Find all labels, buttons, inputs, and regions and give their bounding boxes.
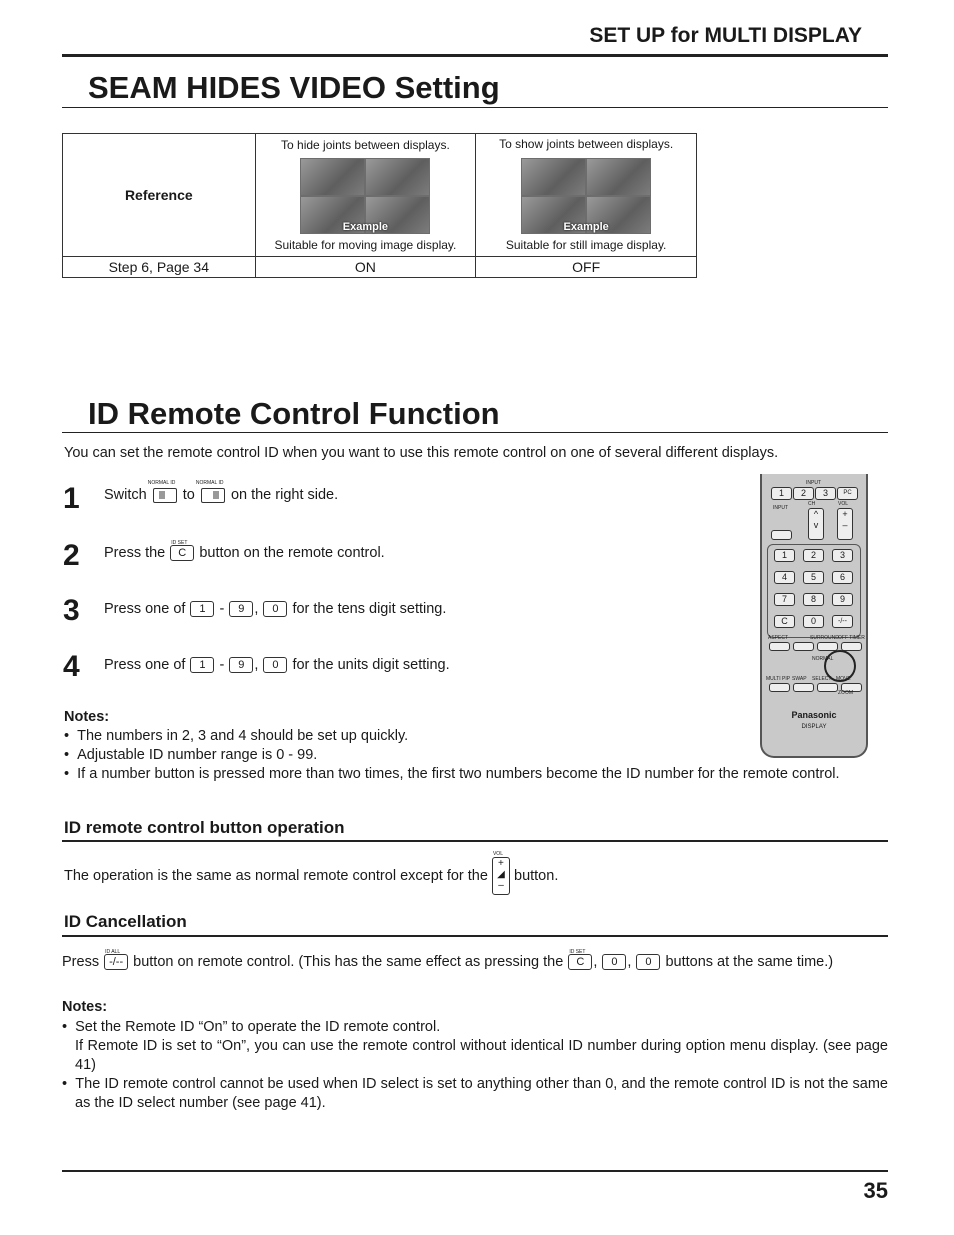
off-caption-bottom: Suitable for still image display. [505, 238, 667, 252]
vol-key-icon: VOL + ◢ – [492, 857, 510, 895]
seam-title: SEAM HIDES VIDEO Setting [88, 70, 500, 105]
off-caption-top: To show joints between displays. [499, 137, 674, 151]
key-0-icon: 0 [602, 954, 626, 970]
id-set-c-key-icon: ID SET C [170, 545, 194, 561]
id-set-c-key-icon: ID SET C [568, 954, 592, 970]
section-title: SET UP for MULTI DISPLAY [589, 24, 862, 47]
normal-id-switch-icon: NORMAL ID [153, 488, 177, 503]
notes-list [64, 727, 888, 784]
list-item: • If a number button is pressed more than two times, the first two numbers become the ID number for the remote control. [64, 766, 840, 782]
step-number: 1 [63, 482, 80, 515]
seam-shown-example-image [521, 158, 651, 234]
step-1-text: Switch NORMAL ID to NORMAL ID on the right side. [104, 479, 339, 503]
on-caption-bottom: Suitable for moving image display. [274, 238, 457, 252]
cancel-title: ID Cancellation [64, 912, 187, 931]
key-0-icon: 0 [263, 601, 287, 617]
on-value: ON [255, 257, 476, 278]
page-number: 35 [863, 1178, 888, 1203]
notes-title: Notes: [62, 999, 108, 1015]
remote-control-illustration: INPUT 1 2 3 PC INPUT CH VOL ^ v + – 1 2 3 4 5 6 7 8 9 C 0 -/-- ASPECT SURROUND OFF TIMER NORMAL MULTI PIP SWAP SELECT MOVE ZOOM Panasonic DISPLAY [760, 474, 868, 758]
cancel-text: Press ID ALL -/-- button on remote control. (This has the same effect as pressing the ID SET C , 0 , 0 buttons at the same time.) [62, 949, 834, 970]
step-2-text: Press the ID SET C button on the remote control. [104, 540, 385, 561]
panasonic-logo: Panasonic [791, 710, 837, 720]
seam-hidden-example-image [300, 158, 430, 234]
step-4-text: Press one of 1 - 9 , 0 for the units digit setting. [104, 657, 450, 673]
key-1-icon: 1 [190, 657, 214, 673]
key-9-icon: 9 [229, 657, 253, 673]
example-label: Example [342, 221, 389, 233]
id-all-key-icon: ID ALL -/-- [104, 954, 128, 970]
section-header [62, 22, 888, 57]
on-caption-top: To hide joints between displays. [281, 138, 450, 152]
list-item: • The numbers in 2, 3 and 4 should be set up quickly. [64, 728, 409, 744]
divider [62, 935, 888, 937]
footer-divider [62, 1170, 888, 1172]
key-0-icon: 0 [636, 954, 660, 970]
cancel-notes-list [62, 1018, 888, 1113]
reference-label: Reference [63, 134, 256, 257]
off-cell [476, 134, 697, 257]
normal-id-switch-icon: NORMAL ID [201, 488, 225, 503]
divider [62, 107, 888, 108]
operation-text: The operation is the same as normal remote control except for the VOL + ◢ – button. [64, 857, 558, 895]
notes-title: Notes: [64, 709, 110, 725]
operation-title: ID remote control button operation [64, 818, 345, 837]
idremote-intro: You can set the remote control ID when you want to use this remote control on one of several different displays. [64, 445, 779, 461]
key-9-icon: 9 [229, 601, 253, 617]
divider [62, 840, 888, 842]
list-item: • Set the Remote ID “On” to operate the ID remote control. If Remote ID is set to “On”, you can use the remote control without identical ID number during option menu display. (see page 41) [62, 1019, 888, 1073]
seam-reference-table [62, 133, 697, 278]
example-label: Example [563, 221, 609, 233]
divider [62, 432, 888, 433]
idremote-title: ID Remote Control Function [88, 396, 500, 431]
step-number: 2 [63, 539, 80, 572]
off-value: OFF [476, 257, 697, 278]
list-item: • The ID remote control cannot be used when ID select is set to anything other than 0, and the remote control ID is not the same as the ID select number (see page 41). [62, 1076, 888, 1111]
on-cell [255, 134, 476, 257]
step-3-text: Press one of 1 - 9 , 0 for the tens digit setting. [104, 601, 447, 617]
step-number: 3 [63, 594, 80, 627]
key-1-icon: 1 [190, 601, 214, 617]
step-number: 4 [63, 650, 80, 683]
ref-cell: Step 6, Page 34 [63, 257, 256, 278]
list-item: • Adjustable ID number range is 0 - 99. [64, 747, 318, 763]
key-0-icon: 0 [263, 657, 287, 673]
